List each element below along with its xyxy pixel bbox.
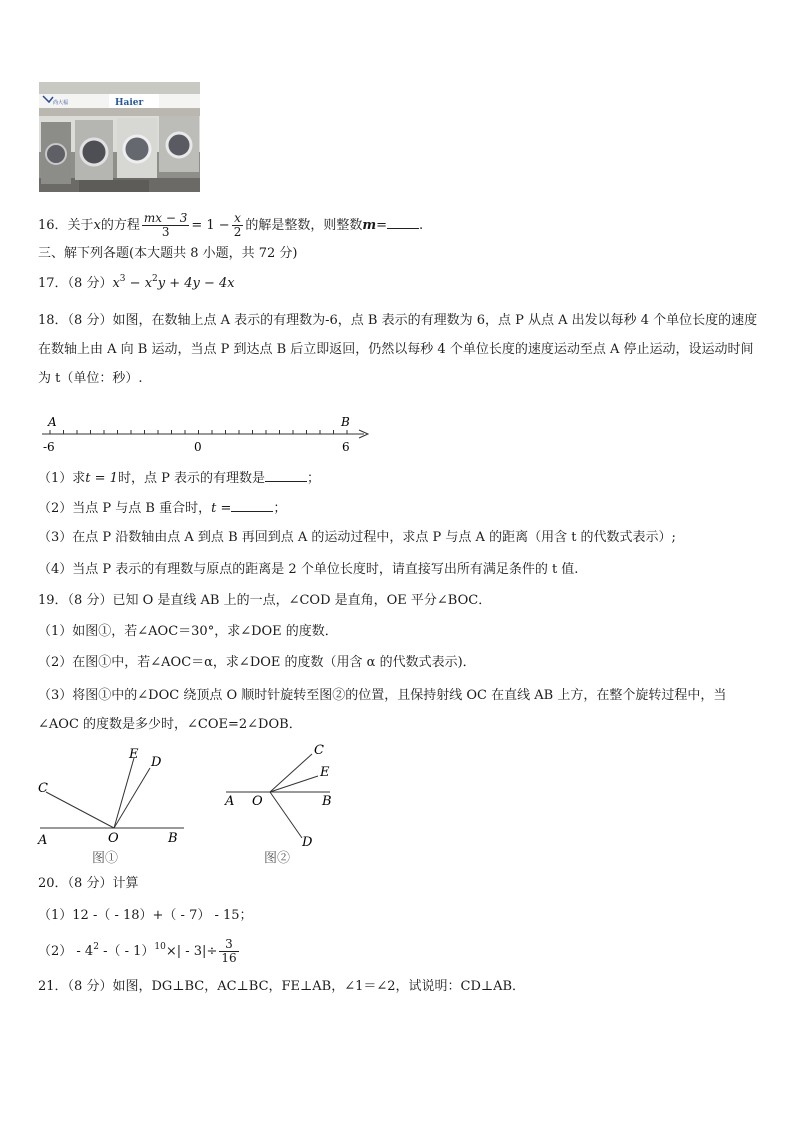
number-line-tick-left: -6 [43, 440, 55, 454]
photo-sign-left: 尚大福 [53, 100, 69, 106]
fig2-label-A: A [225, 794, 235, 809]
question-16: 16．关于x的方程 $\frac{mx - 3}{3}$ = 1 − $\frac{x}{2}$ 的解是整数，则整数m= . [38, 211, 424, 239]
washing-machine-photo [39, 82, 200, 192]
question-20-title: 20．（8 分）计算 [38, 876, 139, 891]
answer-blank[interactable] [387, 214, 419, 229]
question-18-part-4: （4）当点 P 表示的有理数与原点的距离是 2 个单位长度时，请直接写出所有满足条件的 t 值. [38, 562, 579, 577]
answer-blank[interactable] [265, 467, 307, 482]
number-line-tick-right: 6 [342, 440, 350, 454]
question-19-part-1: （1）如图①，若∠AOC＝30°，求∠DOE 的度数． [38, 624, 338, 639]
fig2-label-D: D [302, 835, 313, 850]
fig1-label-C: C [38, 781, 48, 796]
fig2-label-E: E [320, 765, 330, 780]
fig1-label-B: B [168, 831, 178, 846]
number-line-tick-zero: 0 [194, 440, 202, 454]
fig2-label-B: B [322, 794, 332, 809]
question-19-intro: 19．（8 分）已知 O 是直线 AB 上的一点，∠COD 是直角，OE 平分∠BOC． [38, 593, 492, 608]
fraction-x-over-2: $\frac{x}{2}$ [233, 211, 242, 239]
fig2-caption: 图② [264, 851, 291, 866]
section-3-heading: 三、解下列各题(本大题共 8 小题，共 72 分) [38, 246, 298, 261]
fig1-label-E: E [129, 747, 139, 762]
number-line-figure [38, 408, 378, 458]
figure-2 [226, 754, 330, 838]
question-19-part-2: （2）在图①中，若∠AOC＝α，求∠DOE 的度数（用含 α 的代数式表示)． [38, 655, 476, 670]
number-line-label-B: B [341, 415, 350, 429]
fraction-3-over-16: $\frac{3}{16}$ [221, 937, 237, 965]
question-18-part-3: （3）在点 P 沿数轴由点 A 到点 B 再回到点 A 的运动过程中，求点 P 与点 A 的距离（用含 t 的代数式表示）; [38, 530, 676, 545]
question-18-part-2: （2）当点 P 与点 B 重合时，t = ； [38, 497, 286, 519]
number-line-label-A: A [48, 415, 57, 429]
number-line-ticks [50, 430, 347, 434]
question-19-part-3: （3）将图①中的∠DOC 绕顶点 O 顺时针旋转至图②的位置，且保持射线 OC 在直线 AB 上方，在整个旋转过程中，当∠AOC 的度数是多少时，∠COE=2∠DOB． [38, 688, 727, 732]
fig1-label-D: D [151, 755, 162, 770]
answer-blank[interactable] [231, 497, 273, 512]
fig1-label-A: A [38, 833, 48, 848]
question-18-intro: 18．（8 分）如图，在数轴上点 A 表示的有理数为-6，点 B 表示的有理数为 6，点 P 从点 A 出发以每秒 4 个单位长度的速度在数轴上由 A 向 B 运动，当点 P 到达点 B 后立即返回，仍然以每秒 4 个单位长度的速度运动至点 A 停止运动，设运动时间为 t（单位：秒）. [38, 313, 758, 386]
fig2-label-O: O [252, 794, 263, 809]
question-18-part-1: （1）求t = 1时，点 P 表示的有理数是 ； [38, 467, 320, 489]
question-20-part-2: $(2) - 4^2$ -（ - 1）$^{10}$×| - 3|÷ $\frac{3}{16}$ [38, 937, 237, 965]
fraction-mx-3-over-3: $\frac{mx - 3}{3}$ [143, 211, 188, 239]
fig1-label-O: O [108, 831, 119, 846]
figure-1 [40, 758, 184, 828]
photo-sign-brand: Haier [115, 98, 144, 108]
question-20-part-1: （1）12 -（ - 18）+（ - 7） - 15； [38, 908, 253, 923]
fig2-label-C: C [314, 743, 324, 758]
washing-machine-illustration [39, 82, 200, 192]
question-17: 17．（8 分）$x^3 - x^2y + 4y - 4x$ [38, 274, 235, 291]
angle-figures [34, 740, 364, 868]
question-21: 21．（8 分）如图，DG⊥BC，AC⊥BC，FE⊥AB，∠1＝∠2，试说明：CD⊥AB． [38, 979, 526, 994]
fig1-caption: 图① [92, 851, 119, 866]
